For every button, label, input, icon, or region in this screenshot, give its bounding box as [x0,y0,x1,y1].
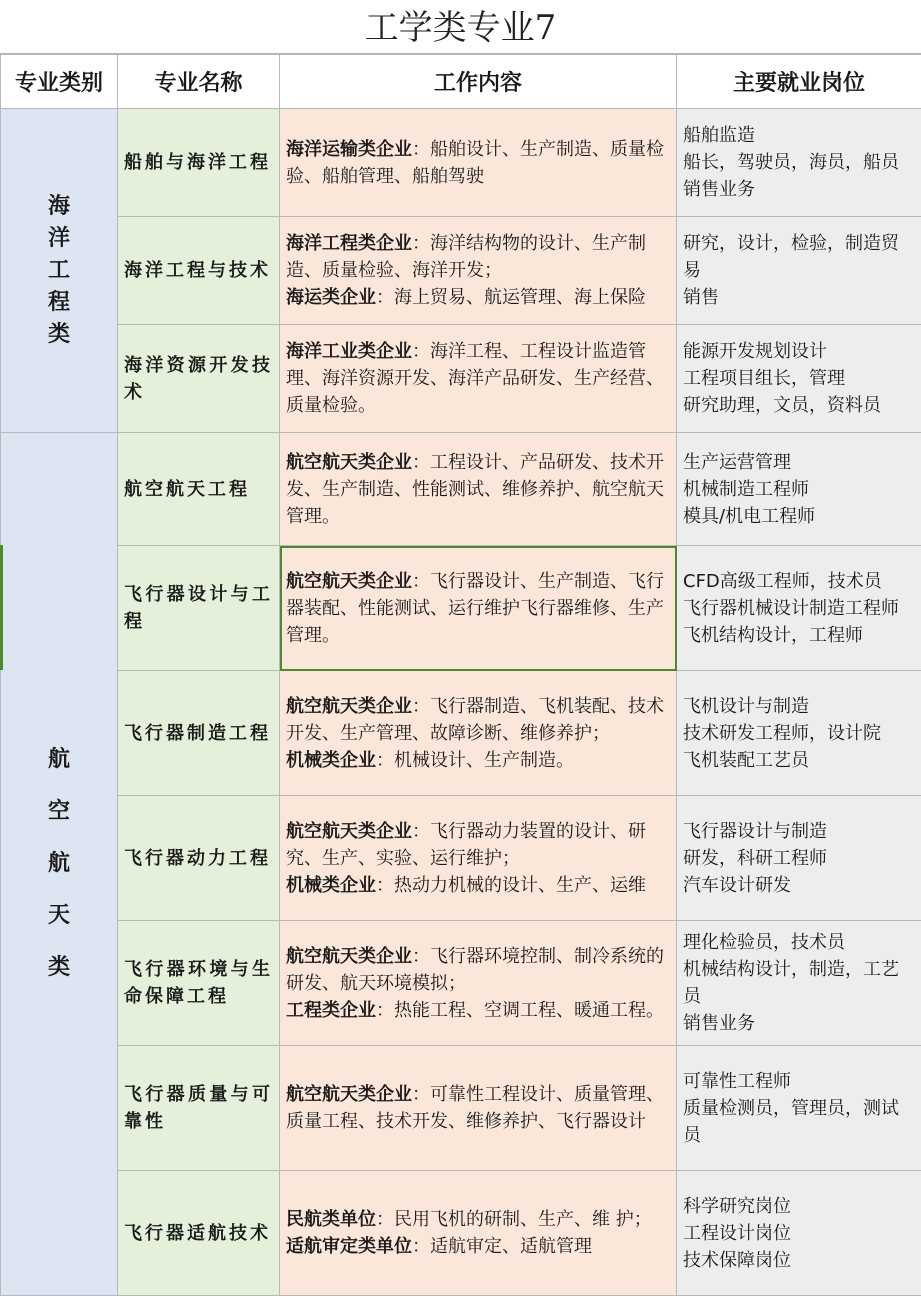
job-item: 技术保障岗位 [683,1247,915,1274]
category-char: 航 [2,749,116,771]
work-item [286,1206,670,1233]
category-char: 空 [2,801,116,823]
major-name: 飞行器动力工程 [118,796,280,921]
job-positions [677,1046,921,1171]
work-item [286,943,670,997]
category-cell-aero [1,433,118,1296]
employer-type: 机械类企业 [286,750,376,771]
work-description: ：热能工程、空调工程、暖通工程。 [376,1000,664,1021]
work-content [280,921,677,1046]
work-item [286,872,670,899]
job-item: 销售业务 [683,1010,915,1037]
job-positions [677,796,921,921]
employer-type: 海洋工程类企业 [286,233,412,254]
employer-type: 适航审定类单位 [286,1236,412,1257]
job-item: 飞机装配工艺员 [683,747,915,774]
header-major: 专业名称 [118,55,280,109]
work-item [286,997,670,1024]
employer-type: 航空航天类企业 [286,946,412,967]
table-row [1,546,921,671]
employer-type: 航空航天类企业 [286,452,412,473]
table-body [1,109,921,1296]
work-item [286,1081,670,1135]
job-positions [677,671,921,796]
table-row [1,325,921,433]
employer-type: 海运类企业 [286,287,376,308]
job-positions [677,1171,921,1296]
work-item [286,284,670,311]
work-description: ：民用飞机的研制、生产、维 护； [376,1209,652,1230]
work-content [280,796,677,921]
page-title: 工学类专业7 [0,0,921,54]
header-category: 专业类别 [1,55,118,109]
work-item [286,338,670,419]
job-item: 研发，科研工程师 [683,845,915,872]
job-item: 可靠性工程师 [683,1068,915,1095]
table-row [1,1171,921,1296]
work-content [280,671,677,796]
work-content [280,325,677,433]
category-char: 工 [2,260,116,282]
work-item [286,747,670,774]
job-item: 船长，驾驶员，海员，船员 [683,149,915,176]
work-content [280,433,677,546]
table-row [1,796,921,921]
major-name: 船舶与海洋工程 [118,109,280,217]
category-char: 程 [2,292,116,314]
job-item: 工程项目组长，管理 [683,365,915,392]
major-name: 海洋资源开发技术 [118,325,280,433]
major-name: 航空航天工程 [118,433,280,546]
category-char: 天 [2,905,116,927]
work-description: ：机械设计、生产制造。 [376,750,574,771]
employer-type: 海洋运输类企业 [286,139,412,160]
job-item: 科学研究岗位 [683,1193,915,1220]
employer-type: 航空航天类企业 [286,696,412,717]
job-positions [677,546,921,671]
work-item [286,818,670,872]
work-item [286,230,670,284]
work-content [280,109,677,217]
major-name: 飞行器质量与可靠性 [118,1046,280,1171]
work-description: ：可靠性工程设计、质量管理、质量工程、技术开发、维修养护、飞行器设计 [286,1084,664,1132]
table-row [1,921,921,1046]
work-item [286,568,670,649]
work-description: ：飞行器制造、飞机装配、技术开发、生产管理、故障诊断、维修养护； [286,696,664,744]
work-description: ：船舶设计、生产制造、质量检验、船舶管理、船舶驾驶 [286,139,664,187]
job-item: 销售业务 [683,176,915,203]
category-char: 类 [2,957,116,979]
job-item: 机械结构设计，制造，工艺员 [683,956,915,1010]
category-char: 航 [2,853,116,875]
job-positions [677,325,921,433]
employer-type: 航空航天类企业 [286,1084,412,1105]
employer-type: 机械类企业 [286,875,376,896]
job-item: 能源开发规划设计 [683,338,915,365]
work-item [286,449,670,530]
major-name: 飞行器设计与工程 [118,546,280,671]
work-description: ：海上贸易、航运管理、海上保险 [376,287,646,308]
employer-type: 航空航天类企业 [286,821,412,842]
work-item [286,1233,670,1260]
job-item: 飞机结构设计，工程师 [683,622,915,649]
job-item: 船舶监造 [683,122,915,149]
table-row [1,109,921,217]
job-item: 工程设计岗位 [683,1220,915,1247]
work-content [280,1171,677,1296]
job-positions [677,109,921,217]
work-description: ：海洋结构物的设计、生产制造、质量检验、海洋开发； [286,233,646,281]
employer-type: 工程类企业 [286,1000,376,1021]
job-item: CFD高级工程师，技术员 [683,568,915,595]
table-header-row [1,55,921,109]
job-item: 机械制造工程师 [683,476,915,503]
category-cell-ocean [1,109,118,433]
category-char: 洋 [2,228,116,250]
major-name: 飞行器适航技术 [118,1171,280,1296]
work-item [286,136,670,190]
job-item: 汽车设计研发 [683,872,915,899]
job-item: 理化检验员，技术员 [683,929,915,956]
majors-table [0,54,921,1296]
major-name: 海洋工程与技术 [118,217,280,325]
work-description: ：工程设计、产品研发、技术开发、生产制造、性能测试、维修养护、航空航天管理。 [286,452,664,527]
major-name: 飞行器制造工程 [118,671,280,796]
job-item: 飞行器机械设计制造工程师 [683,595,915,622]
job-item: 研究助理，文员，资料员 [683,392,915,419]
job-positions [677,217,921,325]
job-item: 飞机设计与制造 [683,693,915,720]
row-selection-marker [0,545,3,670]
table-row [1,433,921,546]
table-row [1,671,921,796]
table-row [1,1046,921,1171]
work-description: ：适航审定、适航管理 [412,1236,592,1257]
work-content [280,546,677,671]
employer-type: 海洋工业类企业 [286,341,412,362]
job-item: 销售 [683,284,915,311]
employer-type: 航空航天类企业 [286,571,412,592]
work-item [286,693,670,747]
category-char: 海 [2,196,116,218]
major-name: 飞行器环境与生命保障工程 [118,921,280,1046]
header-jobs: 主要就业岗位 [677,55,921,109]
work-description: ：飞行器动力装置的设计、研究、生产、实验、运行维护； [286,821,646,869]
work-description: ：飞行器设计、生产制造、飞行器装配、性能测试、运行维护飞行器维修、生产管理。 [286,571,664,646]
job-item: 模具/机电工程师 [683,503,915,530]
work-content [280,217,677,325]
work-description: ：海洋工程、工程设计监造管理、海洋资源开发、海洋产品研发、生产经营、质量检验。 [286,341,664,416]
work-description: ：飞行器环境控制、制冷系统的研发、航天环境模拟； [286,946,664,994]
job-item: 飞行器设计与制造 [683,818,915,845]
work-content [280,1046,677,1171]
job-positions [677,921,921,1046]
job-positions [677,433,921,546]
category-char: 类 [2,324,116,346]
job-item: 研究，设计，检验，制造贸易 [683,230,915,284]
header-work: 工作内容 [280,55,677,109]
job-item: 质量检测员，管理员，测试员 [683,1095,915,1149]
employer-type: 民航类单位 [286,1209,376,1230]
table-row [1,217,921,325]
work-description: ：热动力机械的设计、生产、运维 [376,875,646,896]
job-item: 生产运营管理 [683,449,915,476]
job-item: 技术研发工程师，设计院 [683,720,915,747]
